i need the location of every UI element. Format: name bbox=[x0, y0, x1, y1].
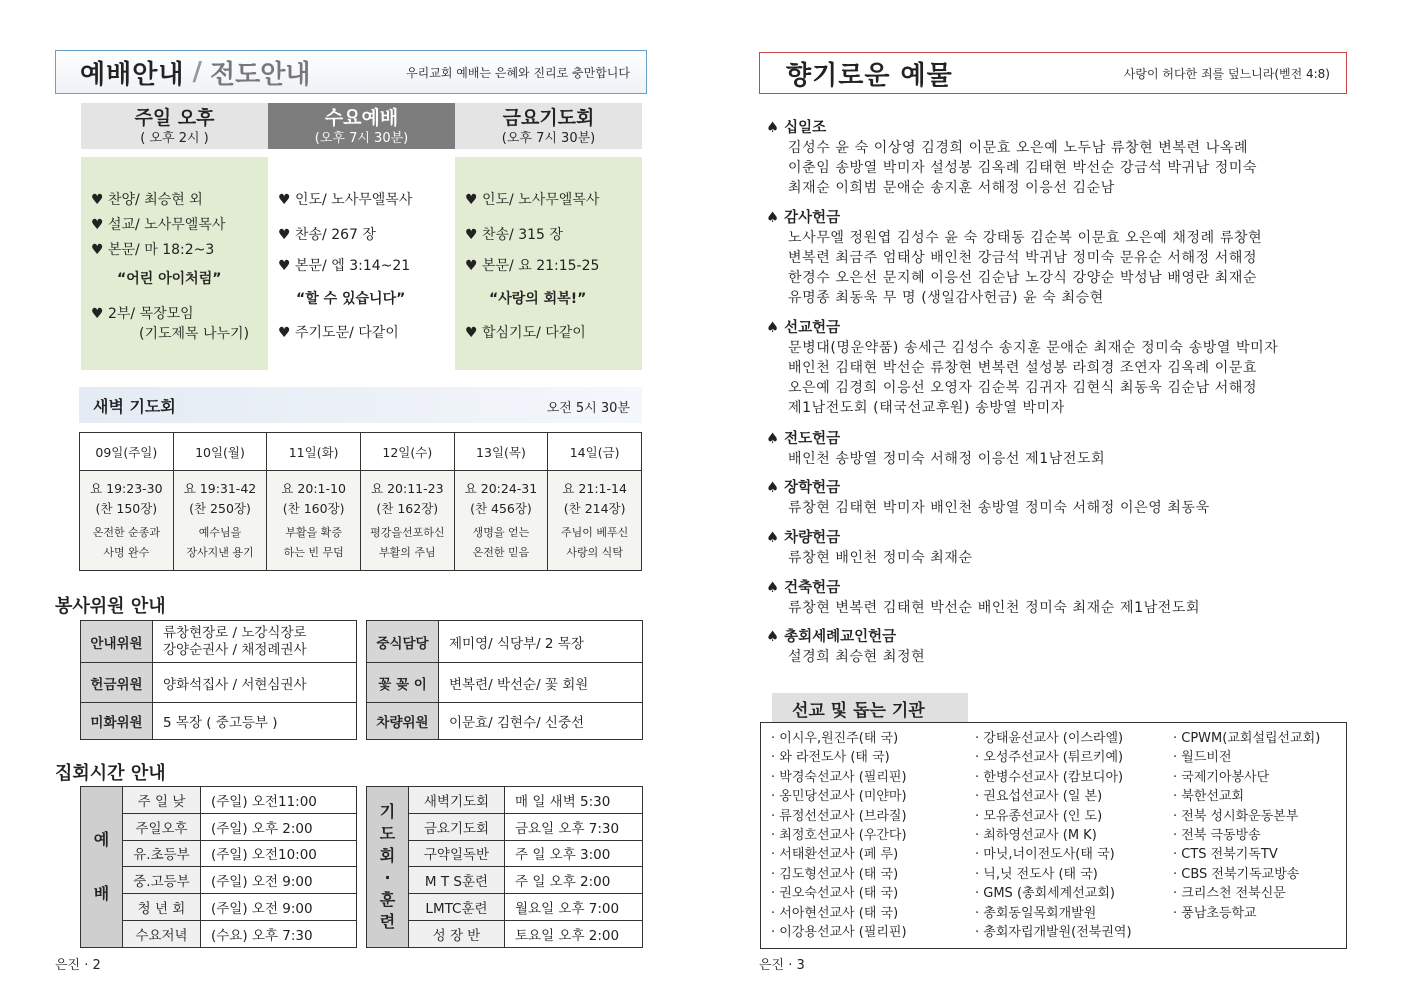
dawn-verse: 요 19:23-30 bbox=[90, 480, 163, 496]
mission-item: · 류정선선교사 (브라질) bbox=[771, 808, 907, 824]
offering-title-text: 건축헌금 bbox=[784, 580, 841, 596]
dawn-theme: 사명 완수 bbox=[103, 545, 150, 559]
left-header-title2: 전도안내 bbox=[209, 59, 311, 90]
meeting-time: (주일) 오전 9:00 bbox=[201, 894, 357, 921]
mission-item: · 풍남초등학교 bbox=[1173, 905, 1257, 921]
service-item: ♥ 설교/ 노사무엘목사 bbox=[91, 217, 226, 233]
offering-title: ♠ 차량헌금 bbox=[766, 530, 841, 546]
offering-names: 문병대(명운약품) 송세근 김성수 송지훈 문애순 최재순 정미숙 송방열 박미자 bbox=[788, 340, 1279, 356]
dawn-theme: 주님이 베푸신 bbox=[561, 525, 629, 539]
service-sunday-header bbox=[81, 103, 268, 149]
dawn-day: 14일(금) bbox=[548, 433, 642, 471]
mission-item: · 모유종선교사 (인 도) bbox=[975, 808, 1103, 824]
offering-title-text: 선교헌금 bbox=[784, 320, 841, 336]
service-time: (오후 7시 30분) bbox=[314, 131, 409, 146]
volunteer-value: 양화석집사 / 서현심권사 bbox=[153, 663, 357, 703]
meetings-prayer-table bbox=[366, 786, 643, 948]
service-item: (기도제목 나누기) bbox=[139, 326, 250, 342]
dawn-title: 새벽 기도회 bbox=[93, 397, 176, 416]
mission-item: · 김도형선교사 (태 국) bbox=[771, 866, 899, 882]
offering-names: 설경희 최승현 최정현 bbox=[788, 649, 926, 665]
mission-item: · 최정호선교사 (우간다) bbox=[771, 828, 907, 844]
offering-vehicle bbox=[766, 528, 1346, 568]
dawn-hymn: (찬 456장) bbox=[470, 500, 532, 516]
dawn-day: 13일(목) bbox=[454, 433, 548, 471]
missions-col-3 bbox=[1173, 729, 1320, 923]
volunteer-label: 안내위원 bbox=[81, 621, 153, 663]
mission-item: · CTS 전북기독TV bbox=[1173, 847, 1278, 863]
meeting-name: LMTC훈련 bbox=[409, 894, 505, 921]
mission-item: · 강태윤선교사 (이스라엘) bbox=[975, 731, 1124, 746]
dawn-detail bbox=[80, 471, 174, 571]
mission-item: · 이강용선교사 (필리핀) bbox=[771, 925, 907, 941]
prayer-label-char: 회 bbox=[379, 845, 396, 865]
offering-names: 변복련 최금주 엄태상 배인천 강금석 박귀남 정미숙 문유순 서해정 서해정 bbox=[788, 250, 1258, 266]
volunteers-table-left bbox=[80, 620, 357, 740]
mission-item: · 총회자립개발원(전북권역) bbox=[975, 925, 1132, 941]
mission-item: · 한병수선교사 (캄보디아) bbox=[975, 769, 1124, 785]
service-name: 금요기도회 bbox=[502, 107, 595, 129]
offering-title-text: 전도헌금 bbox=[784, 431, 841, 447]
offering-title-text: 장학헌금 bbox=[784, 480, 841, 496]
offering-title-text: 감사헌금 bbox=[784, 210, 841, 226]
left-header-tagline: 우리교회 예배는 은혜와 진리로 충만합니다 bbox=[406, 65, 630, 80]
offering-title-text: 총회세례교인헌금 bbox=[784, 629, 897, 645]
volunteer-value: 이문효/ 김현수/ 신중선 bbox=[439, 703, 643, 740]
service-wednesday-body bbox=[268, 157, 455, 370]
mission-item: · 총회동일목회개발원 bbox=[975, 905, 1097, 921]
service-friday-body bbox=[455, 157, 642, 370]
volunteer-label: 꽃 꽂 이 bbox=[367, 663, 439, 703]
missions-title: 선교 및 돕는 기관 bbox=[772, 693, 968, 722]
meeting-name: 성 장 반 bbox=[409, 920, 505, 947]
meeting-name: 중.고등부 bbox=[123, 867, 201, 894]
meeting-name: 주 일 낮 bbox=[123, 787, 201, 814]
dawn-theme: 예수님을 bbox=[198, 525, 242, 539]
service-name: 수요예배 bbox=[324, 107, 399, 129]
offering-names: 류창현 김태현 박미자 배인천 송방열 정미숙 서해정 이은영 최동욱 bbox=[788, 500, 1210, 516]
mission-item: · 닉,닛 전도사 (태 국) bbox=[975, 866, 1098, 882]
sermon-title: “사랑의 회복!” bbox=[489, 291, 587, 307]
dawn-detail bbox=[548, 471, 642, 571]
offering-names: 배인천 송방열 정미숙 서해정 이응선 제1남전도회 bbox=[788, 451, 1106, 467]
worship-label bbox=[81, 787, 123, 948]
offering-names: 최재순 이희범 문애순 송지훈 서해정 이응선 김순남 bbox=[788, 180, 1115, 196]
prayer-label-char: 도 bbox=[379, 823, 396, 843]
dawn-theme: 부활을 확증 bbox=[285, 525, 342, 539]
dawn-theme: 온전한 믿음 bbox=[472, 545, 530, 559]
dawn-day: 12일(수) bbox=[360, 433, 454, 471]
left-page-number: 은진 · 2 bbox=[55, 958, 101, 973]
mission-item: · 전북 극동방송 bbox=[1173, 828, 1261, 844]
mission-item: · GMS (총회세계선교회) bbox=[975, 886, 1115, 902]
mission-item: · 이시우,원진주(태 국) bbox=[771, 731, 899, 746]
dawn-hymn: (찬 160장) bbox=[282, 500, 345, 516]
dawn-day: 10일(월) bbox=[173, 433, 267, 471]
meeting-name: M T S훈련 bbox=[409, 867, 505, 894]
dawn-detail bbox=[173, 471, 267, 571]
offering-title: ♠ 감사헌금 bbox=[766, 210, 841, 226]
offering-names: 노사무엘 정원엽 김성수 윤 숙 강태동 김순복 이문효 오은예 채정례 류창현 bbox=[788, 230, 1263, 246]
offering-title: ♠ 장학헌금 bbox=[766, 480, 841, 496]
meeting-time: 금요일 오후 7:30 bbox=[505, 813, 643, 840]
missions-col-2 bbox=[975, 729, 1132, 942]
prayer-label-char: 기 bbox=[379, 801, 396, 821]
dawn-day-row bbox=[80, 433, 642, 471]
meeting-name: 유.초등부 bbox=[123, 840, 201, 867]
offering-baptism bbox=[766, 627, 1346, 667]
dawn-detail bbox=[360, 471, 454, 571]
service-item: ♥ 찬양/ 최승현 외 bbox=[91, 192, 203, 208]
meeting-time: 매 일 새벽 5:30 bbox=[505, 787, 643, 814]
dawn-day: 09일(주일) bbox=[80, 433, 174, 471]
offering-names: 이춘임 송방열 박미자 설성봉 김옥례 김태현 박선순 강금석 박귀남 정미숙 bbox=[788, 160, 1258, 176]
mission-item: · 옹민당선교사 (미얀마) bbox=[771, 789, 907, 805]
volunteer-name-line: 강양순권사 / 채정례권사 bbox=[163, 641, 307, 658]
mission-item: · 국제기아봉사단 bbox=[1173, 769, 1270, 785]
service-item: ♥ 인도/ 노사무엘목사 bbox=[278, 192, 413, 208]
volunteer-value bbox=[153, 621, 357, 663]
meeting-name: 수요저녁 bbox=[123, 920, 201, 947]
dawn-detail bbox=[267, 471, 361, 571]
service-item: ♥ 2부/ 목장모임 bbox=[91, 306, 194, 322]
right-header bbox=[759, 52, 1347, 94]
sermon-title: “할 수 있습니다” bbox=[296, 291, 406, 307]
mission-item: · 월드비전 bbox=[1173, 750, 1232, 766]
mission-item: · CPWM(교회설립선교회) bbox=[1173, 731, 1321, 746]
offering-thanks bbox=[766, 208, 1346, 308]
mission-item: · 권요섭선교사 (일 본) bbox=[975, 789, 1103, 805]
mission-item: · 오성주선교사 (튀르키예) bbox=[975, 750, 1124, 766]
left-header bbox=[55, 50, 647, 94]
meeting-time: 토요일 오후 2:00 bbox=[505, 920, 643, 947]
dawn-day: 11일(화) bbox=[267, 433, 361, 471]
service-item: ♥ 합심기도/ 다같이 bbox=[465, 325, 586, 341]
right-page-number: 은진 · 3 bbox=[759, 958, 805, 973]
left-header-title: 예배안내 bbox=[80, 59, 185, 90]
dawn-hymn: (찬 214장) bbox=[563, 500, 626, 516]
mission-item: · CBS 전북기독교방송 bbox=[1173, 866, 1300, 882]
prayer-label-char: 련 bbox=[379, 911, 396, 931]
volunteer-value: 제미영/ 식당부/ 2 목장 bbox=[439, 621, 643, 663]
dawn-hymn: (찬 250장) bbox=[189, 500, 251, 516]
service-item: ♥ 본문/ 엡 3:14~21 bbox=[278, 258, 411, 274]
offering-title: ♠ 건축헌금 bbox=[766, 580, 841, 596]
meeting-time: 주 일 오후 3:00 bbox=[505, 840, 643, 867]
offering-title: ♠ 선교헌금 bbox=[766, 320, 841, 336]
meeting-name: 주일오후 bbox=[123, 813, 201, 840]
offering-names: 오은예 김경희 이응선 오영자 김순복 김귀자 김현식 최동욱 김순남 서해정 bbox=[788, 380, 1258, 396]
mission-item: · 최하영선교사 (M K) bbox=[975, 828, 1097, 844]
dawn-verse: 요 20:1-10 bbox=[281, 480, 346, 496]
offering-tithe bbox=[766, 118, 1346, 198]
offering-names: 류창현 변복련 김태현 박선순 배인천 정미숙 최재순 제1남전도회 bbox=[788, 600, 1201, 616]
offering-names: 배인천 김태현 박선순 류창현 변복련 설성봉 라희경 조연자 김옥례 이문효 bbox=[788, 360, 1258, 376]
service-friday-header bbox=[455, 103, 642, 149]
service-item: ♥ 인도/ 노사무엘목사 bbox=[465, 192, 600, 208]
dawn-theme: 사랑의 식탁 bbox=[566, 545, 623, 559]
volunteer-name-line: 류창현장로 / 노강식장로 bbox=[163, 624, 307, 641]
volunteer-label: 중식담당 bbox=[367, 621, 439, 663]
offering-names: 제1남전도회 (태국선교후원) 송방열 박미자 bbox=[788, 400, 1065, 416]
mission-item: · 권오숙선교사 (태 국) bbox=[771, 886, 899, 902]
right-header-tagline: 사랑이 허다한 죄를 덮느니라(벧전 4:8) bbox=[1123, 66, 1330, 81]
service-item: ♥ 찬송/ 267 장 bbox=[278, 227, 376, 243]
service-item: ♥ 본문/ 마 18:2~3 bbox=[91, 242, 215, 258]
offering-title-text: 십일조 bbox=[784, 120, 827, 136]
service-wednesday-header bbox=[268, 103, 455, 149]
meeting-time: 주 일 오후 2:00 bbox=[505, 867, 643, 894]
dawn-time: 오전 5시 30분 bbox=[546, 401, 630, 416]
offering-scholarship bbox=[766, 478, 1346, 518]
meetings-worship-table bbox=[80, 786, 357, 948]
worship-label-char: 배 bbox=[93, 883, 110, 903]
meeting-name: 금요기도회 bbox=[409, 813, 505, 840]
dawn-verse: 요 19:31-42 bbox=[183, 480, 257, 496]
offering-building bbox=[766, 578, 1346, 618]
volunteers-table-right bbox=[366, 620, 643, 740]
meeting-time: (주일) 오전 9:00 bbox=[201, 867, 357, 894]
missions-box bbox=[760, 722, 1347, 949]
dawn-hymn: (찬 150장) bbox=[95, 500, 158, 516]
volunteer-label: 헌금위원 bbox=[81, 663, 153, 703]
mission-item: · 크리스천 전북신문 bbox=[1173, 886, 1286, 902]
left-header-slash: / bbox=[192, 57, 202, 87]
offering-evangelism bbox=[766, 429, 1346, 469]
service-item: ♥ 본문/ 요 21:15-25 bbox=[465, 258, 600, 274]
mission-item: · 북한선교회 bbox=[1173, 789, 1245, 805]
meeting-name: 구약일독반 bbox=[409, 840, 505, 867]
volunteer-label: 차량위원 bbox=[367, 703, 439, 740]
meeting-time: (주일) 오전11:00 bbox=[201, 787, 357, 814]
offering-title: ♠ 십일조 bbox=[766, 120, 827, 136]
dawn-theme: 부활의 주님 bbox=[378, 545, 436, 559]
meeting-name: 청 년 회 bbox=[123, 894, 201, 921]
dawn-theme: 온전한 순종과 bbox=[92, 525, 160, 539]
meeting-time: (수요) 오후 7:30 bbox=[201, 920, 357, 947]
offering-names: 류창현 배인천 정미숙 최재순 bbox=[788, 550, 973, 566]
volunteer-label: 미화위원 bbox=[81, 703, 153, 740]
offering-names: 유명종 최동욱 무 명 (생일감사헌금) 윤 숙 최승현 bbox=[788, 290, 1104, 306]
service-time: (오후 7시 30분) bbox=[501, 131, 596, 146]
dawn-detail bbox=[454, 471, 548, 571]
dawn-theme: 하는 빈 무덤 bbox=[283, 545, 344, 559]
dawn-hymn: (찬 162장) bbox=[376, 500, 439, 516]
offering-names: 한경수 오은선 문지혜 이응선 김순남 노강식 강양순 박성남 배영란 최재순 bbox=[788, 270, 1258, 286]
dawn-verse: 요 21:1-14 bbox=[562, 480, 627, 496]
offering-mission bbox=[766, 318, 1346, 418]
offering-title: ♠ 총회세례교인헌금 bbox=[766, 629, 897, 645]
meetings-title: 집회시간 안내 bbox=[55, 763, 166, 784]
prayer-label-char: · bbox=[384, 867, 391, 887]
dawn-table bbox=[79, 432, 642, 571]
volunteers-title: 봉사위원 안내 bbox=[55, 596, 166, 617]
volunteer-value: 5 목장 ( 중고등부 ) bbox=[153, 703, 357, 740]
dawn-verse: 요 20:24-31 bbox=[464, 480, 538, 496]
offering-title-text: 차량헌금 bbox=[784, 530, 841, 546]
service-item: ♥ 주기도문/ 다같이 bbox=[278, 325, 399, 341]
mission-item: · 서태환선교사 (페 루) bbox=[771, 847, 899, 863]
dawn-detail-row bbox=[80, 471, 642, 571]
mission-item: · 전북 성시화운동본부 bbox=[1173, 808, 1299, 824]
meeting-time: 월요일 오후 7:00 bbox=[505, 894, 643, 921]
offering-names: 김성수 윤 숙 이상영 김경희 이문효 오은예 노두남 류창현 변복련 나옥례 bbox=[788, 140, 1249, 156]
service-name: 주일 오후 bbox=[134, 107, 215, 129]
meeting-time: (주일) 오전10:00 bbox=[201, 840, 357, 867]
sermon-title: “어린 아이처럼” bbox=[117, 271, 222, 287]
service-sunday-body bbox=[81, 157, 268, 370]
service-item: ♥ 찬송/ 315 장 bbox=[465, 227, 563, 243]
dawn-theme: 장사지낸 용기 bbox=[186, 545, 254, 559]
mission-item: · 서아현선교사 (태 국) bbox=[771, 905, 899, 921]
meeting-name: 새벽기도회 bbox=[409, 787, 505, 814]
dawn-verse: 요 20:11-23 bbox=[371, 480, 444, 496]
offering-title: ♠ 전도헌금 bbox=[766, 431, 841, 447]
missions-col-1 bbox=[771, 729, 907, 942]
mission-item: · 와 라전도사 (태 국) bbox=[771, 750, 890, 766]
dawn-header bbox=[79, 387, 642, 423]
dawn-theme: 평강을선포하신 bbox=[370, 525, 445, 539]
prayer-label bbox=[367, 787, 409, 948]
right-header-title: 향기로운 예물 bbox=[786, 60, 953, 91]
mission-item: · 마닛,너이전도사(태 국) bbox=[975, 847, 1115, 863]
mission-item: · 박경숙선교사 (필리핀) bbox=[771, 769, 907, 785]
prayer-label-char: 훈 bbox=[379, 889, 396, 909]
meeting-time: (주일) 오후 2:00 bbox=[201, 813, 357, 840]
worship-label-char: 예 bbox=[93, 829, 110, 849]
service-time: ( 오후 2시 ) bbox=[140, 131, 209, 146]
dawn-theme: 생명을 얻는 bbox=[472, 525, 530, 539]
volunteer-value: 변복련/ 박선순/ 꽃 회원 bbox=[439, 663, 643, 703]
